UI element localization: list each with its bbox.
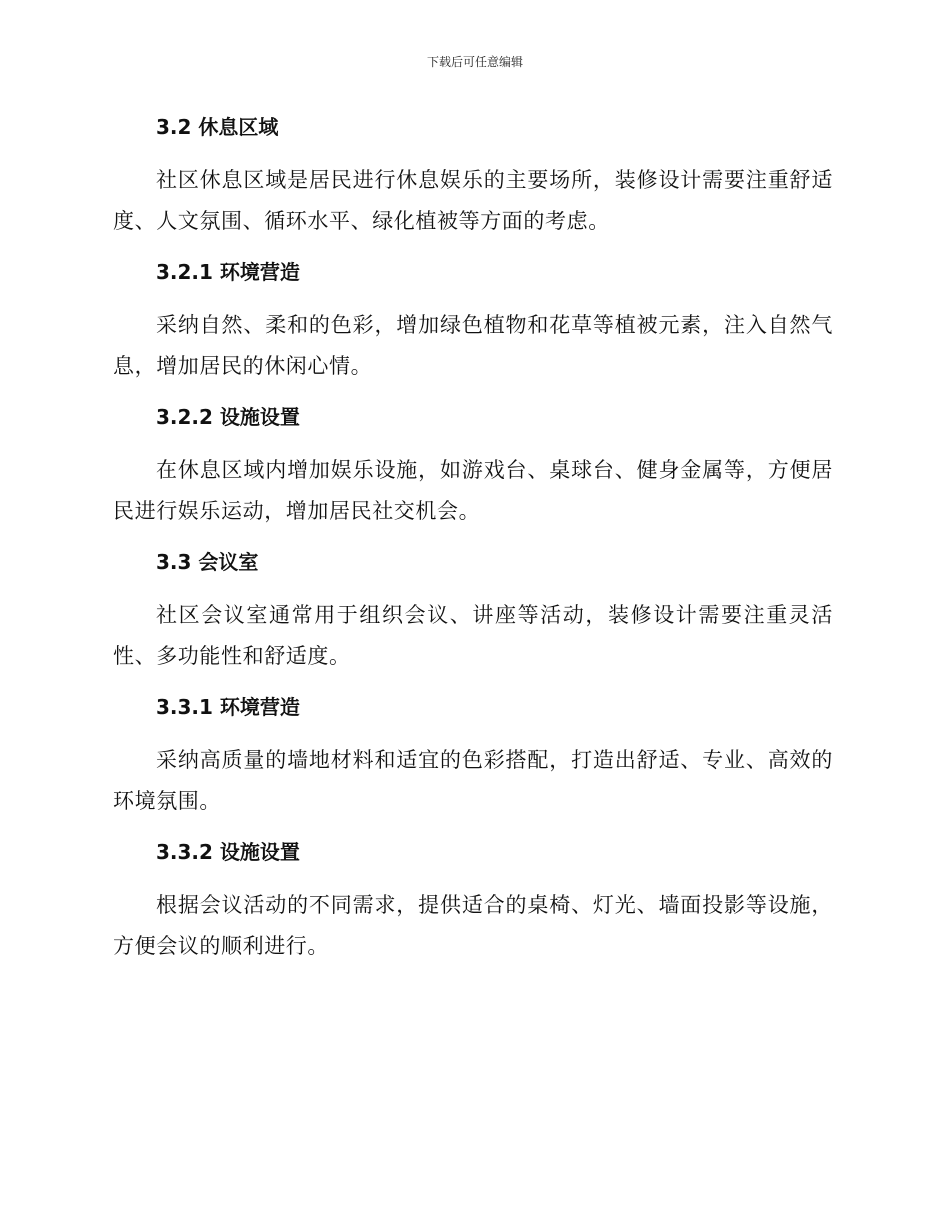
section-3-3-2: [113, 833, 833, 967]
section-heading: 3.3.1 环境营造: [156, 695, 300, 719]
section-3-3-1: [113, 688, 833, 833]
section-3-2-2: [113, 398, 833, 543]
section-heading: 3.2.1 环境营造: [156, 260, 300, 284]
section-3-2: [113, 108, 833, 253]
section-heading: 3.3.2 设施设置: [156, 840, 300, 864]
section-paragraph: 在休息区域内增加娱乐设施，如游戏台、桌球台、健身金属等，方便居民进行娱乐运动，增加居民社交机会。: [113, 458, 833, 523]
page-header: 下载后可任意编辑: [426, 55, 523, 69]
section-paragraph: 社区会议室通常用于组织会议、讲座等活动，装修设计需要注重灵活性、多功能性和舒适度。: [113, 603, 833, 668]
section-3-3: [113, 543, 833, 688]
section-paragraph: 采纳高质量的墙地材料和适宜的色彩搭配，打造出舒适、专业、高效的环境氛围。: [113, 748, 833, 813]
section-paragraph: 社区休息区域是居民进行休息娱乐的主要场所，装修设计需要注重舒适度、人文氛围、循环水平、绿化植被等方面的考虑。: [113, 168, 833, 233]
section-heading: 3.2.2 设施设置: [156, 405, 300, 429]
section-paragraph: 采纳自然、柔和的色彩，增加绿色植物和花草等植被元素，注入自然气息，增加居民的休闲心情。: [113, 313, 833, 378]
section-paragraph: 根据会议活动的不同需求，提供适合的桌椅、灯光、墙面投影等设施，方便会议的顺利进行。: [113, 893, 833, 958]
document-body: [113, 108, 833, 967]
section-heading: 3.3 会议室: [156, 550, 259, 574]
section-heading: 3.2 休息区域: [156, 115, 279, 139]
section-3-2-1: [113, 253, 833, 398]
